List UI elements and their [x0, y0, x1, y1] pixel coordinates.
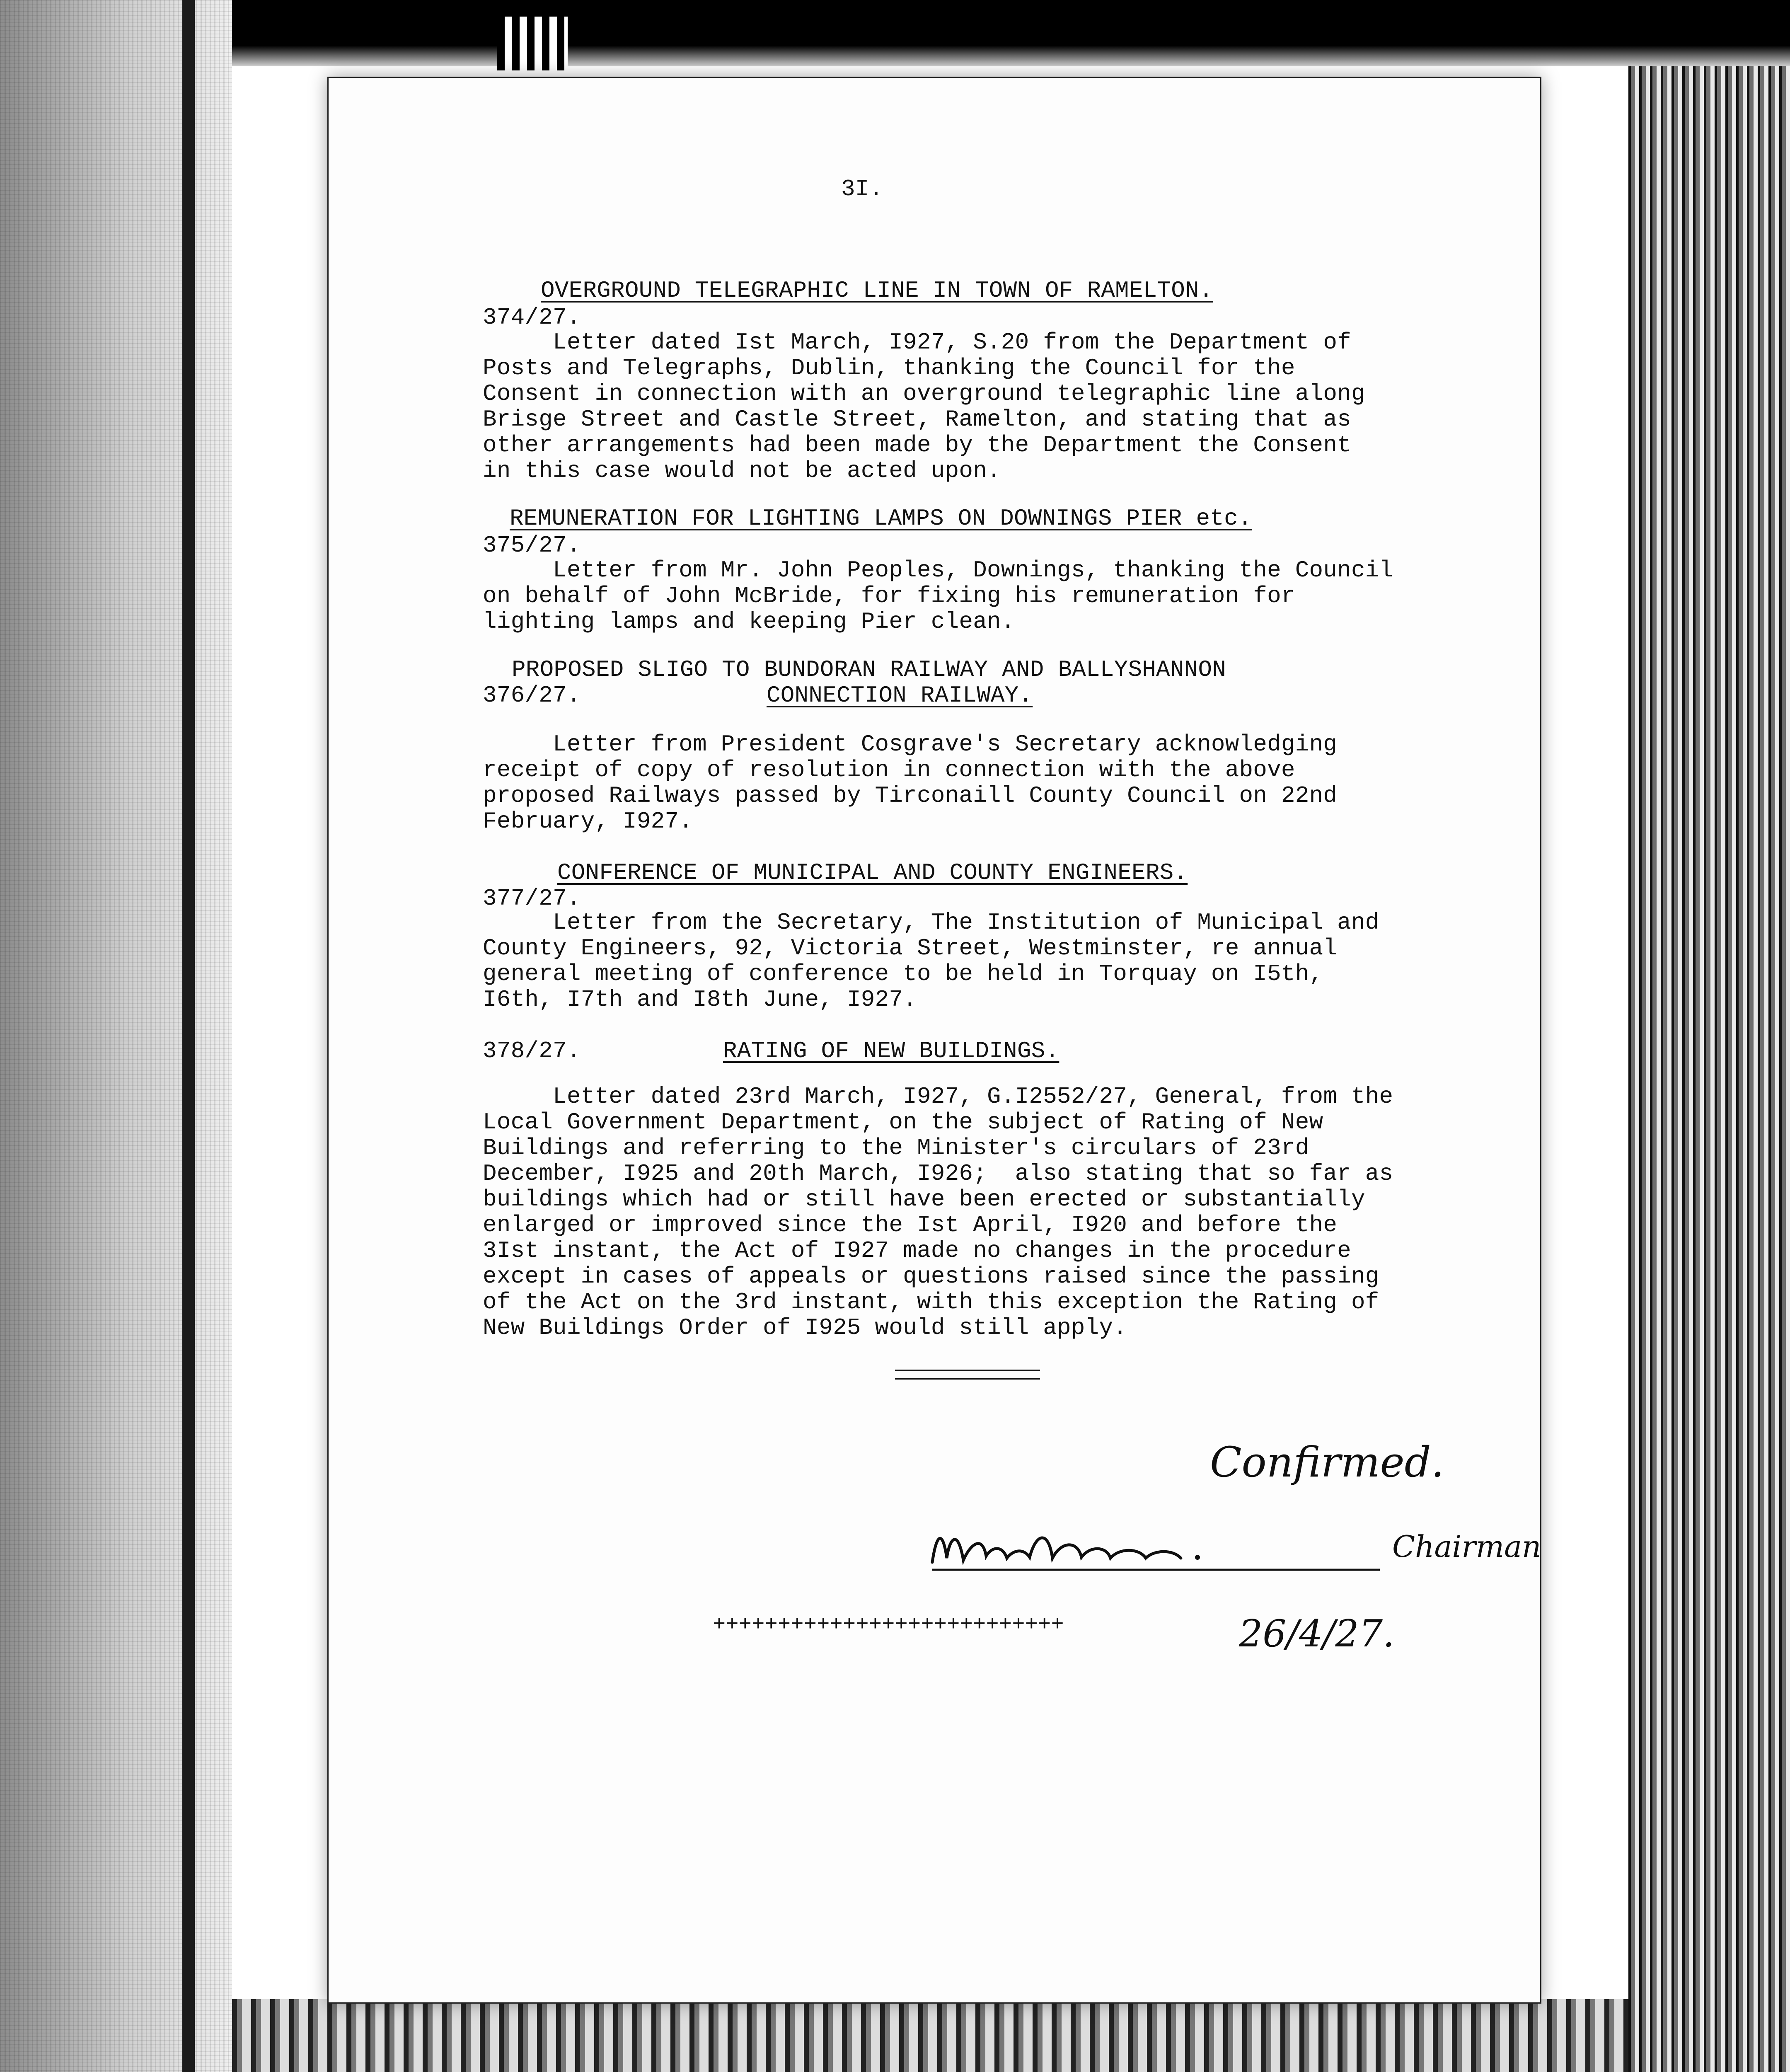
item-378-line-6: enlarged or improved since the Ist April, I920 and before the	[483, 1212, 1338, 1238]
item-378-heading: RATING OF NEW BUILDINGS.	[723, 1038, 1059, 1064]
page-number: 3I.	[841, 176, 883, 202]
item-376-heading-line-1: PROPOSED SLIGO TO BUNDORAN RAILWAY AND BALLYSHANNON	[512, 656, 1226, 683]
item-378-line-1: Letter dated 23rd March, I927, G.I2552/27, General, from the	[483, 1083, 1393, 1110]
signature-scribble	[924, 1517, 1388, 1583]
item-374-line-4: Brisge Street and Castle Street, Ramelton, and stating that as	[483, 406, 1351, 433]
item-378-line-3: Buildings and referring to the Minister's circulars of 23rd	[483, 1135, 1309, 1161]
scan-border-top	[232, 0, 1790, 66]
item-374-heading: OVERGROUND TELEGRAPHIC LINE IN TOWN OF RAMELTON.	[541, 277, 1213, 304]
item-376-line-3: proposed Railways passed by Tirconaill County Council on 22nd	[483, 782, 1338, 809]
item-378-line-4: December, I925 and 20th March, I926; also stating that so far as	[483, 1160, 1393, 1187]
item-375-ref: 375/27.	[483, 532, 581, 559]
item-378-line-7: 3Ist instant, the Act of I927 made no changes in the procedure	[483, 1237, 1351, 1264]
item-375-line-2: on behalf of John McBride, for fixing his remuneration for	[483, 583, 1295, 609]
scan-edge-left	[182, 0, 195, 2072]
item-378-ref: 378/27.	[483, 1038, 581, 1064]
item-374-line-3: Consent in connection with an overground telegraphic line along	[483, 380, 1365, 407]
item-375-line-1: Letter from Mr. John Peoples, Downings, thanking the Council	[483, 557, 1393, 583]
item-375-line-3: lighting lamps and keeping Pier clean.	[483, 608, 1015, 635]
item-378-line-8: except in cases of appeals or questions raised since the passing	[483, 1263, 1379, 1290]
item-374-line-5: other arrangements had been made by the Department the Consent	[483, 432, 1351, 458]
item-374-line-6: in this case would not be acted upon.	[483, 457, 1001, 484]
item-378-line-5: buildings which had or still have been erected or substantially	[483, 1186, 1365, 1213]
item-376-line-2: receipt of copy of resolution in connection with the above	[483, 757, 1295, 783]
chairman-title: Chairman	[1392, 1529, 1541, 1564]
item-374-line-2: Posts and Telegraphs, Dublin, thanking the Council for the	[483, 355, 1295, 381]
signature	[924, 1517, 1388, 1583]
confirmed-note: Confirmed.	[1210, 1438, 1444, 1486]
item-376-heading-line-2: CONNECTION RAILWAY.	[767, 682, 1033, 709]
item-377-heading: CONFERENCE OF MUNICIPAL AND COUNTY ENGINEERS.	[557, 859, 1188, 886]
item-376-ref: 376/27.	[483, 682, 581, 709]
item-377-line-2: County Engineers, 92, Victoria Street, Westminster, re annual	[483, 935, 1338, 961]
item-374-line-1: Letter dated Ist March, I927, S.20 from the Department of	[483, 329, 1351, 356]
item-378-line-2: Local Government Department, on the subject of Rating of New	[483, 1109, 1323, 1135]
item-376-line-4: February, I927.	[483, 808, 693, 835]
item-376-line-1: Letter from President Cosgrave's Secretary acknowledging	[483, 731, 1338, 758]
item-378-line-10: New Buildings Order of I925 would still apply.	[483, 1314, 1127, 1341]
scan-border-right	[1628, 66, 1790, 2072]
item-374-ref: 374/27.	[483, 304, 581, 331]
binding-marks	[497, 17, 568, 70]
scan-border-bottom	[232, 1999, 1628, 2072]
signoff-date: 26/4/27.	[1239, 1612, 1395, 1656]
item-377-line-1: Letter from the Secretary, The Institution of Municipal and	[483, 909, 1379, 936]
item-378-line-9: of the Act on the 3rd instant, with this exception the Rating of	[483, 1289, 1379, 1315]
closing-rule-bottom	[895, 1378, 1040, 1380]
closing-rule-top	[895, 1370, 1040, 1371]
scan-border-left	[0, 0, 232, 2072]
item-377-line-4: I6th, I7th and I8th June, I927.	[483, 986, 917, 1013]
item-375-heading: REMUNERATION FOR LIGHTING LAMPS ON DOWNINGS PIER etc.	[510, 505, 1252, 532]
item-377-ref: 377/27.	[483, 885, 581, 912]
separator-line: +++++++++++++++++++++++++++	[713, 1612, 1064, 1637]
item-377-line-3: general meeting of conference to be held in Torquay on I5th,	[483, 961, 1323, 987]
